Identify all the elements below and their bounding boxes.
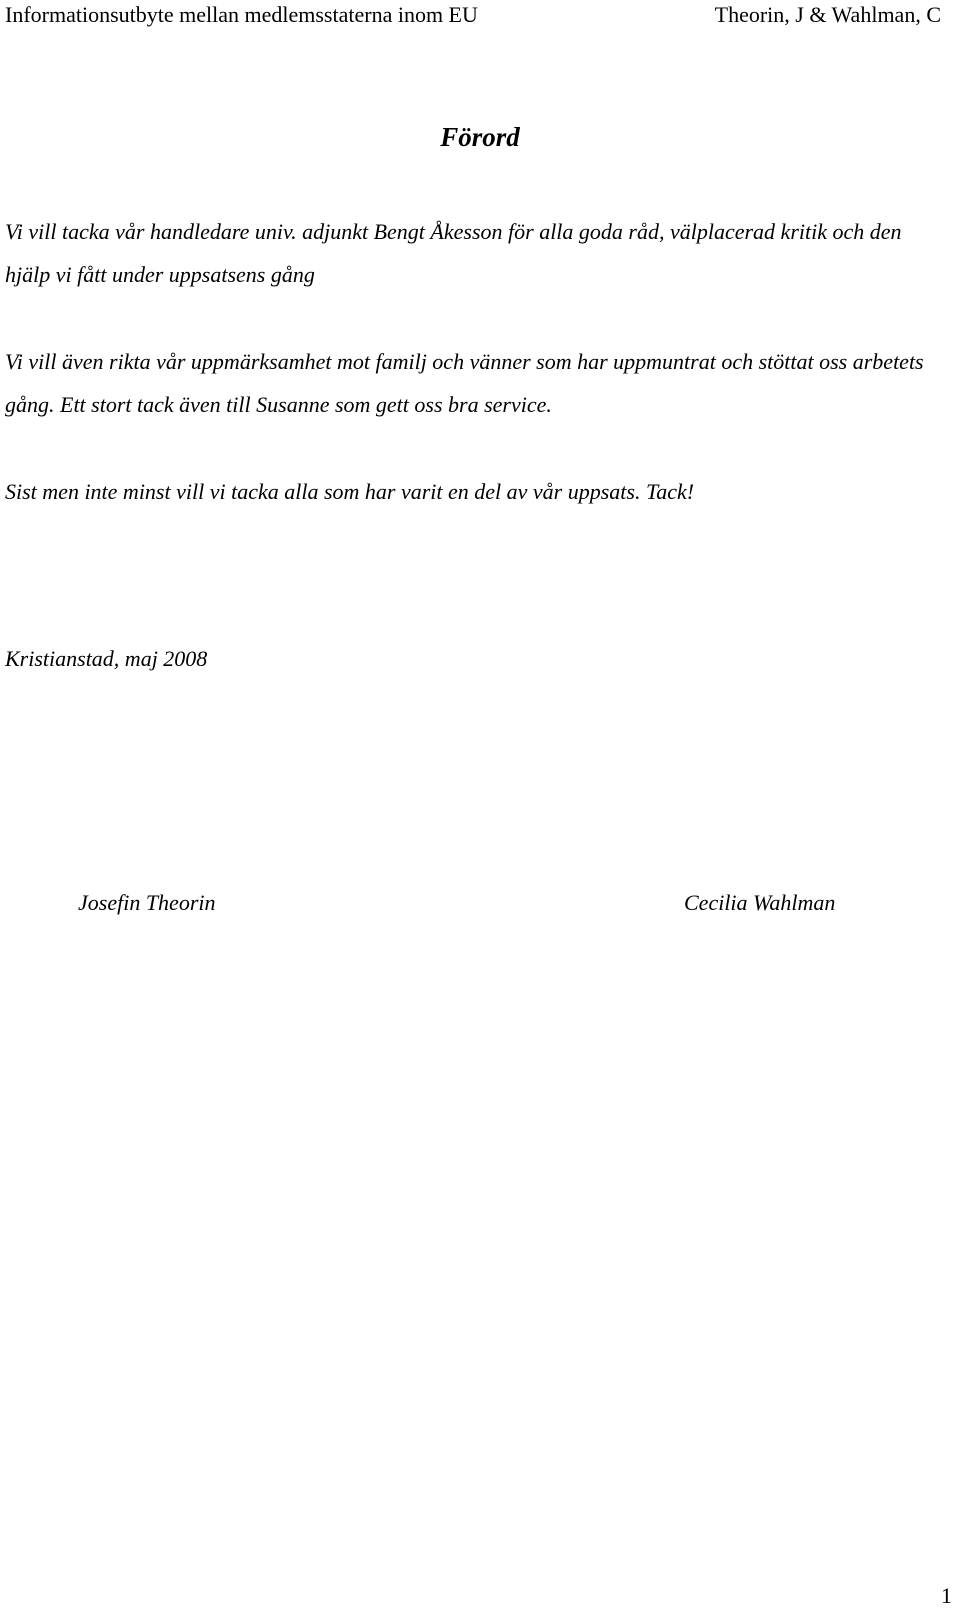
page-number: 1 <box>941 1583 952 1608</box>
paragraph-acknowledgement-all: Sist men inte minst vill vi tacka alla som har varit en del av vår uppsats. Tack! <box>5 479 695 504</box>
paragraph-acknowledgement-supervisor: Vi vill tacka vår handledare univ. adjunkt Bengt Åkesson för alla goda råd, välplacerad kritik och den hjälp vi fått under uppsatsens gång <box>5 219 902 287</box>
signature-josefin-theorin: Josefin Theorin <box>78 890 216 915</box>
running-header <box>5 2 941 32</box>
page-title: Förord <box>440 122 520 152</box>
header-document-title: Informationsutbyte mellan medlemsstaterna inom EU <box>5 2 478 27</box>
place-and-date: Kristianstad, maj 2008 <box>5 646 208 671</box>
header-authors: Theorin, J & Wahlman, C <box>714 2 941 27</box>
signature-cecilia-wahlman: Cecilia Wahlman <box>684 890 836 915</box>
paragraph-acknowledgement-family: Vi vill även rikta vår uppmärksamhet mot familj och vänner som har uppmuntrat och stöttat oss arbetets gång. Ett stort tack även till Susanne som gett oss bra service. <box>5 349 924 417</box>
